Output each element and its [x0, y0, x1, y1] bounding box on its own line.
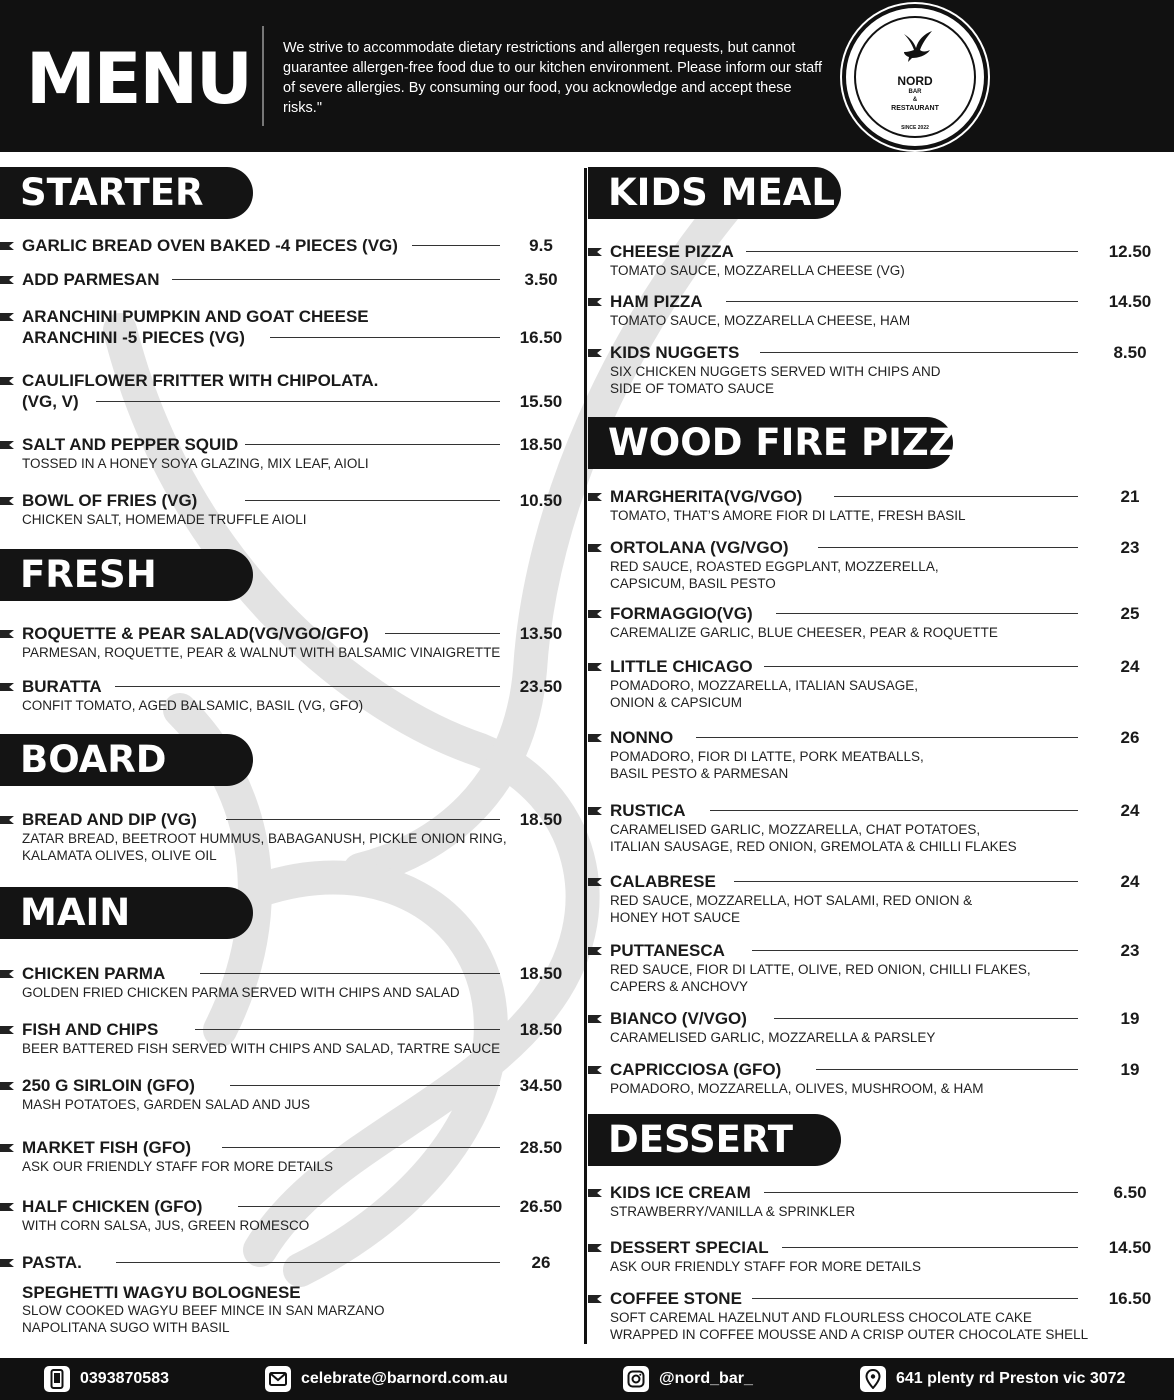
item-description: CONFIT TOMATO, AGED BALSAMIC, BASIL (VG, GFO)	[22, 698, 364, 713]
flag-icon	[0, 242, 14, 250]
item-price: 10.50	[519, 491, 563, 510]
flag-icon	[0, 970, 14, 978]
item-name: CHEESE PIZZA	[610, 242, 734, 261]
item-price: 18.50	[519, 964, 563, 983]
item-description: RED SAUCE, ROASTED EGGPLANT, MOZZERELLA,	[610, 559, 939, 574]
item-name: MARKET FISH (GFO)	[22, 1138, 192, 1157]
section-title-starter: STARTER	[0, 167, 253, 219]
leader-line	[726, 301, 1078, 302]
item-name: COFFEE STONE	[610, 1289, 742, 1308]
item-description-line2: SIDE OF TOMATO SAUCE	[610, 381, 775, 396]
leader-line	[764, 1192, 1078, 1193]
leader-line	[760, 352, 1078, 353]
item-description: TOMATO SAUCE, MOZZARELLA CHEESE (VG)	[610, 263, 905, 278]
leader-line	[230, 1085, 500, 1086]
item-description: ZATAR BREAD, BEETROOT HUMMUS, BABAGANUSH, PICKLE ONION RING,	[22, 831, 507, 846]
flag-icon	[0, 816, 14, 824]
column-divider	[584, 168, 587, 1344]
item-description-line2: ONION & CAPSICUM	[610, 695, 743, 710]
leader-line	[696, 737, 1078, 738]
item-price: 9.5	[529, 236, 553, 255]
item-name-line2: (VG, V)	[22, 392, 79, 411]
item-name: NONNO	[610, 728, 674, 747]
item-description-line2: HONEY HOT SAUCE	[610, 910, 741, 925]
footer	[0, 1358, 1174, 1400]
flag-icon	[0, 497, 14, 505]
item-name: ADD PARMESAN	[22, 270, 160, 289]
item-description-line2: ITALIAN SAUSAGE, RED ONION, GREMOLATA & CHILLI FLAKES	[610, 839, 1017, 854]
item-price: 19	[1120, 1009, 1140, 1028]
leader-line	[116, 1262, 500, 1263]
item-price: 14.50	[1108, 1238, 1152, 1257]
item-name: FORMAGGIO(VG)	[610, 604, 753, 623]
phone-icon	[44, 1366, 70, 1392]
flag-icon	[0, 1082, 14, 1090]
footer-email[interactable]	[265, 1366, 508, 1392]
item-name: GARLIC BREAD OVEN BAKED -4 PIECES (VG)	[22, 236, 398, 255]
section-title-board: BOARD	[0, 734, 253, 786]
item-description: STRAWBERRY/VANILLA & SPRINKLER	[610, 1204, 856, 1219]
leader-line	[710, 810, 1078, 811]
item-description-line2: CAPERS & ANCHOVY	[610, 979, 749, 994]
item-price: 25	[1120, 604, 1140, 623]
logo-restaurant: RESTAURANT	[891, 105, 939, 112]
item-name: BOWL OF FRIES (VG)	[22, 491, 198, 510]
leader-line	[245, 500, 500, 501]
item-price: 19	[1120, 1060, 1140, 1079]
item-description: GOLDEN FRIED CHICKEN PARMA SERVED WITH CHIPS AND SALAD	[22, 985, 460, 1000]
item-name: LITTLE CHICAGO	[610, 657, 753, 676]
item-price: 16.50	[519, 328, 563, 347]
item-price: 23.50	[519, 677, 563, 696]
item-price: 12.50	[1108, 242, 1152, 261]
leader-line	[238, 1206, 500, 1207]
item-description: SLOW COOKED WAGYU BEEF MINCE IN SAN MARZANO	[22, 1303, 385, 1318]
flag-icon	[0, 1026, 14, 1034]
item-description: POMADORO, MOZZARELLA, ITALIAN SAUSAGE,	[610, 678, 919, 693]
leader-line	[752, 950, 1078, 951]
item-name: HALF CHICKEN (GFO)	[22, 1197, 203, 1216]
leader-line	[764, 666, 1078, 667]
item-description-line2: KALAMATA OLIVES, OLIVE OIL	[22, 848, 217, 863]
leader-line	[385, 633, 500, 634]
item-name: ARANCHINI PUMPKIN AND GOAT CHEESE	[22, 307, 369, 326]
flag-icon	[0, 276, 14, 284]
item-price: 26	[1120, 728, 1140, 747]
item-description: SOFT CAREMAL HAZELNUT AND FLOURLESS CHOCOLATE CAKE	[610, 1310, 1032, 1325]
item-description: CHICKEN SALT, HOMEMADE TRUFFLE AIOLI	[22, 512, 307, 527]
item-price: 6.50	[1113, 1183, 1147, 1202]
item-price: 21	[1120, 487, 1140, 506]
section-title-dessert: DESSERT	[588, 1114, 841, 1166]
section-title-wood-fire-pizza: WOOD FIRE PIZZA	[588, 417, 953, 469]
item-price: 24	[1120, 872, 1140, 891]
header-divider	[262, 26, 264, 126]
item-description: ASK OUR FRIENDLY STAFF FOR MORE DETAILS	[610, 1259, 922, 1274]
flag-icon	[0, 1144, 14, 1152]
item-name: ORTOLANA (VG/VGO)	[610, 538, 789, 557]
leader-line	[96, 401, 500, 402]
leader-line	[818, 547, 1078, 548]
page-title: MENU	[26, 38, 251, 120]
item-name: ROQUETTE & PEAR SALAD(VG/VGO/GFO)	[22, 624, 369, 643]
restaurant-logo	[842, 4, 988, 150]
item-name: DESSERT SPECIAL	[610, 1238, 769, 1257]
item-price: 13.50	[519, 624, 563, 643]
item-name: HAM PIZZA	[610, 292, 703, 311]
footer-address[interactable]	[860, 1366, 1125, 1392]
location-pin-icon	[860, 1366, 886, 1392]
leader-line	[752, 1298, 1078, 1299]
street-address: 641 plenty rd Preston vic 3072	[896, 1370, 1126, 1387]
item-name: KIDS ICE CREAM	[610, 1183, 751, 1202]
item-description: CARAMELISED GARLIC, MOZZARELLA & PARSLEY	[610, 1030, 936, 1045]
item-name: MARGHERITA(VG/VGO)	[610, 487, 803, 506]
logo-bar: BAR	[908, 89, 922, 95]
flag-icon	[0, 1259, 14, 1267]
item-name: FISH AND CHIPS	[22, 1020, 159, 1039]
mail-icon	[265, 1366, 291, 1392]
leader-line	[746, 251, 1078, 252]
item-name: BREAD AND DIP (VG)	[22, 810, 197, 829]
leader-line	[270, 337, 500, 338]
leader-line	[412, 245, 500, 246]
leader-line	[734, 881, 1078, 882]
item-price: 18.50	[519, 435, 563, 454]
item-description: ASK OUR FRIENDLY STAFF FOR MORE DETAILS	[22, 1159, 334, 1174]
item-name: PASTA.	[22, 1253, 82, 1272]
leader-line	[782, 1247, 1078, 1248]
item-description-line2: NAPOLITANA SUGO WITH BASIL	[22, 1320, 230, 1335]
item-price: 23	[1120, 941, 1140, 960]
leader-line	[195, 1029, 500, 1030]
leader-line	[172, 279, 500, 280]
logo-name: NORD	[897, 74, 933, 88]
item-description: CARAMELISED GARLIC, MOZZARELLA, CHAT POTATOES,	[610, 822, 981, 837]
item-price: 28.50	[519, 1138, 563, 1157]
item-description-line2: WRAPPED IN COFFEE MOUSSE AND A CRISP OUTER CHOCOLATE SHELL	[610, 1327, 1089, 1342]
item-subname: SPEGHETTI WAGYU BOLOGNESE	[22, 1283, 301, 1302]
leader-line	[200, 973, 500, 974]
leader-line	[115, 686, 500, 687]
item-name: CAULIFLOWER FRITTER WITH CHIPOLATA.	[22, 371, 379, 390]
item-name: BIANCO (V/VGO)	[610, 1009, 747, 1028]
item-description: POMADORO, FIOR DI LATTE, PORK MEATBALLS,	[610, 749, 924, 764]
allergen-disclaimer: We strive to accommodate dietary restrictions and allergen requests, but cannot guarantee allergen-free food due to our kitchen environment. Please inform our staff of severe allergies. By consuming our food, you acknowledge and accept these risks."	[283, 40, 822, 116]
leader-line	[222, 1147, 500, 1148]
item-name: BURATTA	[22, 677, 102, 696]
item-name-line2: ARANCHINI -5 PIECES (VG)	[22, 328, 245, 347]
leader-line	[834, 496, 1078, 497]
section-title-fresh: FRESH	[0, 549, 253, 601]
flag-icon	[0, 313, 14, 321]
item-price: 26.50	[519, 1197, 563, 1216]
section-title-main: MAIN	[0, 887, 253, 939]
item-name: 250 G SIRLOIN (GFO)	[22, 1076, 195, 1095]
item-description-line2: CAPSICUM, BASIL PESTO	[610, 576, 776, 591]
item-name: CAPRICCIOSA (GFO)	[610, 1060, 782, 1079]
email-address: celebrate@barnord.com.au	[301, 1370, 508, 1387]
flag-icon	[0, 441, 14, 449]
item-price: 3.50	[524, 270, 558, 289]
item-price: 26	[531, 1253, 551, 1272]
item-description-line2: BASIL PESTO & PARMESAN	[610, 766, 789, 781]
item-price: 16.50	[1108, 1289, 1152, 1308]
item-name: KIDS NUGGETS	[610, 343, 740, 362]
item-price: 15.50	[519, 392, 563, 411]
item-description: PARMESAN, ROQUETTE, PEAR & WALNUT WITH BALSAMIC VINAIGRETTE	[22, 645, 501, 660]
leader-line	[226, 819, 500, 820]
item-description: POMADORO, MOZZARELLA, OLIVES, MUSHROOM, & HAM	[610, 1081, 984, 1096]
footer-instagram[interactable]	[623, 1366, 753, 1392]
flag-icon	[0, 683, 14, 691]
section-title-kids-meal: KIDS MEAL	[588, 167, 841, 219]
item-price: 18.50	[519, 810, 563, 829]
flag-icon	[0, 377, 14, 385]
item-description: BEER BATTERED FISH SERVED WITH CHIPS AND SALAD, TARTRE SAUCE	[22, 1041, 501, 1056]
item-description: MASH POTATOES, GARDEN SALAD AND JUS	[22, 1097, 311, 1112]
item-price: 23	[1120, 538, 1140, 557]
item-description: WITH CORN SALSA, JUS, GREEN ROMESCO	[22, 1218, 310, 1233]
flag-icon	[0, 630, 14, 638]
item-description: RED SAUCE, FIOR DI LATTE, OLIVE, RED ONION, CHILLI FLAKES,	[610, 962, 1031, 977]
phone-number: 0393870583	[80, 1370, 169, 1387]
item-name: CHICKEN PARMA	[22, 964, 166, 983]
item-price: 18.50	[519, 1020, 563, 1039]
leader-line	[816, 1069, 1078, 1070]
item-description: TOSSED IN A HONEY SOYA GLAZING, MIX LEAF, AIOLI	[22, 456, 369, 471]
item-price: 14.50	[1108, 292, 1152, 311]
leader-line	[776, 613, 1078, 614]
item-name: CALABRESE	[610, 872, 716, 891]
logo-since: SINCE 2022	[901, 125, 929, 131]
item-description: TOMATO SAUCE, MOZZARELLA CHEESE, HAM	[610, 313, 911, 328]
instagram-icon	[623, 1366, 649, 1392]
item-price: 24	[1120, 801, 1140, 820]
leader-line	[245, 444, 500, 445]
item-name: RUSTICA	[610, 801, 686, 820]
item-price: 34.50	[519, 1076, 563, 1095]
header	[0, 0, 1174, 152]
item-description: RED SAUCE, MOZZARELLA, HOT SALAMI, RED ONION &	[610, 893, 973, 908]
item-description: CAREMALIZE GARLIC, BLUE CHEESER, PEAR & ROQUETTE	[610, 625, 998, 640]
leader-line	[774, 1018, 1078, 1019]
bird-icon	[900, 28, 936, 64]
logo-amp: &	[912, 97, 918, 103]
item-price: 8.50	[1113, 343, 1147, 362]
footer-phone[interactable]	[44, 1366, 169, 1392]
item-description: SIX CHICKEN NUGGETS SERVED WITH CHIPS AND	[610, 364, 941, 379]
item-name: PUTTANESCA	[610, 941, 725, 960]
item-description: TOMATO, THAT’S AMORE FIOR DI LATTE, FRESH BASIL	[610, 508, 966, 523]
item-price: 24	[1120, 657, 1140, 676]
flag-icon	[0, 1203, 14, 1211]
instagram-handle: @nord_bar_	[659, 1370, 753, 1387]
item-name: SALT AND PEPPER SQUID	[22, 435, 239, 454]
